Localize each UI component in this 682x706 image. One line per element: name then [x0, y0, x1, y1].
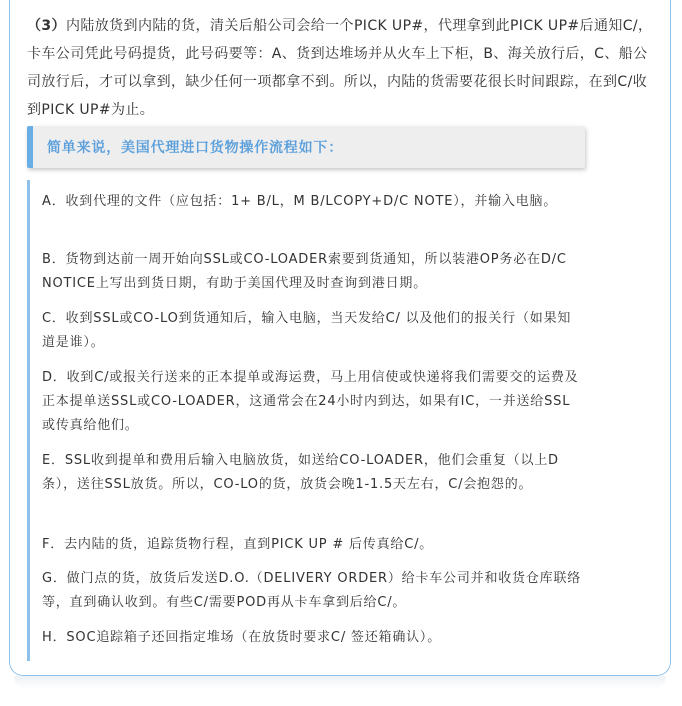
step-h: H．SOC追踪箱子还回指定堆场（在放货时要求C/ 签还箱确认）。: [42, 630, 442, 645]
step-b: B．货物到达前一周开始向SSL或CO-LOADER索要到货通知，所以装港OP务必在D/C NOTICE上写出到货日期，有助于美国代理及时查询到港日期。: [42, 252, 567, 291]
step-a: A．收到代理的文件（应包括：1+ B/L，M B/LCOPY+D/C NOTE），并输入电脑。: [42, 194, 558, 209]
step-e: E．SSL收到提单和费用后输入电脑放货，如送给CO-LOADER，他们会重复（以上D条），送往SSL放货。所以，CO-LO的货，放货会晚1-1.5天左右，C/会抱怨的。: [42, 453, 559, 492]
step-g: G．做门点的货，放货后发送D.O.（DELIVERY ORDER）给卡车公司并和收货仓库联络等，直到确认收到。有些C/需要POD再从卡车拿到后给C/。: [42, 571, 582, 610]
summary-callout: [27, 126, 585, 168]
intro-paragraph: [27, 12, 659, 124]
step-d: D．收到C/或报关行送来的正本提单或海运费，马上用信使或快递将我们需要交的运费及正本提单送SSL或CO-LOADER，这通常会在24小时内到达，如果有IC，一并送给SSL或传真给他们。: [42, 370, 579, 433]
step-c: C．收到SSL或CO-LO到货通知后，输入电脑，当天发给C/ 以及他们的报关行（如果知道是谁）。: [42, 311, 572, 350]
callout-heading: 简单来说，美国代理进口货物操作流程如下：: [47, 140, 343, 156]
step-f: F．去内陆的货，追踪货物行程，直到PICK UP # 后传真给C/。: [42, 537, 434, 552]
intro-number: （3）: [27, 18, 66, 34]
process-steps-list: [27, 180, 582, 661]
card-shadow: [14, 676, 666, 690]
intro-text: 内陆放货到内陆的货，清关后船公司会给一个PICK UP#，代理拿到此PICK UP#后通知C/，卡车公司凭此号码提货，此号码要等：A、货到达堆场并从火车上下柜，B、海关放行后，C、船公司放行后，才可以拿到，缺少任何一项都拿不到。所以，内陆的货需要花很长时间跟踪，在到C/收到PICK UP#为止。: [27, 18, 653, 118]
